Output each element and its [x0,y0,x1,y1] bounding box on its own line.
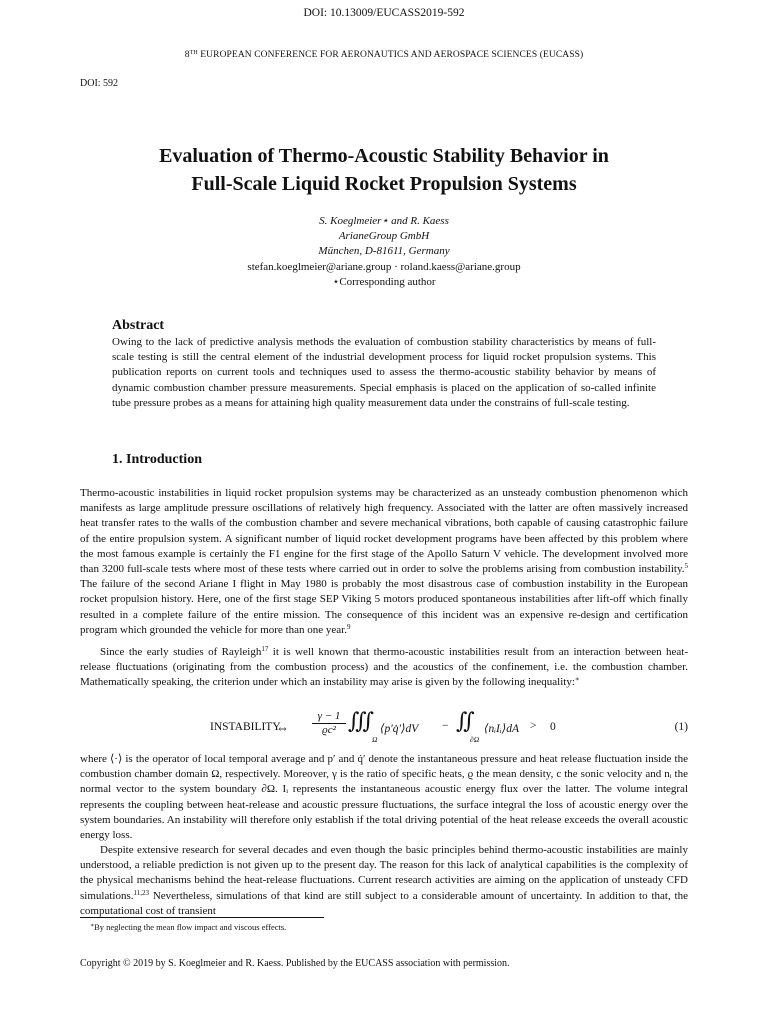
p2-text-b: it is well known that thermo-acoustic instabilities result from an interaction between heat-release fluctuations (originating from the combustion process) and the acoustics of the confinement, i.e. the combustion chamber. Mathematically speaking, the criterion under which an instability may arise is given by the following inequality: [80,646,688,689]
double-integral-domain: ∂Ω [470,735,480,744]
equation-number: (1) [674,721,688,733]
abstract-heading: Abstract [112,318,165,333]
p4-text-b: Nevertheless, simulations of that kind are still subject to a considerable amount of uncertainty. In addition to that, the computational cost of transient [80,889,688,917]
intro-paragraph-1 [80,486,688,638]
author-names: S. Koeglmeier⋆ and R. Kaess [319,215,449,227]
author-block [0,214,768,290]
title-line-2: Full-Scale Liquid Rocket Propulsion Systems [191,173,577,195]
paper-title [0,142,768,198]
equation-1 [80,708,688,748]
intro-paragraph-2 [80,645,688,691]
greater-than: > [530,720,537,732]
author-affiliation: ArianeGroup GmbH [338,230,430,243]
p2-text-a: Since the early studies of Rayleigh [100,646,262,658]
doi-number: DOI: 592 [80,78,119,89]
p4-text-a: Despite extensive research for several decades and even though the basic principles behind thermo-acoustic instabilities are mainly understood, a reliable prediction is not given up to the present day. The reason for this lack of analytical capabilities is the complexity of the physical mechanisms behind the heat-release fluctuations. Current research activities are aiming on the application of unsteady CFD simulations. [80,844,688,902]
abstract-text: Owing to the lack of predictive analysis methods the evaluation of combustion stability characteristics by means of full-scale testing is still the central element of the industrial development process for liquid rocket propulsion systems. This publication reports on current tools and techniques used to assess the thermo-acoustic stability behavior by means of dynamic combustion chamber pressure measurements. Special emphasis is placed on the application of so-called infinite tube pressure probes as a means for attaining high quality measurement data under the constrains of full-scale testing. [112,336,656,409]
footnote [90,922,286,932]
conference-name [0,50,768,60]
minus-sign: − [442,720,449,732]
intro-paragraph-3: where ⟨·⟩ is the operator of local temporal average and p′ and q̇′ denote the instantaneous pressure and heat release fluctuation inside the combustion chamber domain Ω, respectively. Moreover, γ is the ratio of specific heats, ϱ the mean density, c the sonic velocity and nᵢ the normal vector to the system boundary ∂Ω. Iᵢ represents the instantaneous acoustic energy flux over the latter. The volume integral represents the coupling between heat-release and acoustic pressure fluctuations, the surface integral the loss of acoustic energy over the system boundaries. An instability will therefore only establish if the total driving potential of the heat release exceeds the overall acoustic energy loss. [80,753,688,842]
fraction-denominator: ϱc² [322,724,336,736]
surface-integrand: ⟨nᵢIᵢ⟩dA [484,723,519,735]
citation-9[interactable]: 9 [346,622,351,631]
doi-header: DOI: 10.13009/EUCASS2019-592 [303,7,465,19]
conf-ordinal: 8 [184,50,190,60]
introduction-heading: 1. Introduction [112,452,202,467]
triple-integral: ∭ [348,708,369,733]
corresponding-author-note: ⋆Corresponding author [332,275,436,288]
triple-integral-domain: Ω [372,735,378,744]
conf-title: EUROPEAN CONFERENCE FOR AERONAUTICS AND AEROSPACE SCIENCES (EUCASS) [197,50,584,60]
footnote-text: By neglecting the mean flow impact and viscous effects. [94,922,287,932]
title-line-1: Evaluation of Thermo-Acoustic Stability Behavior in [159,145,609,167]
volume-integrand: ⟨p′q̇′⟩dV [380,723,419,735]
author-emails[interactable]: stefan.koeglmeier@ariane.group · roland.kaess@ariane.group [247,260,521,273]
citation-5[interactable]: 5 [684,562,688,571]
fraction-numerator: γ − 1 [312,710,346,724]
equation-label: INSTABILITY [210,721,281,733]
equation-fraction [312,710,346,736]
footnote-mark: ∗ [90,923,95,929]
citation-17[interactable]: 17 [261,645,269,653]
footnote-marker[interactable]: ∗ [574,675,580,684]
p1-text-b: The failure of the second Ariane I flight in May 1980 is probably the most disastrous case of combustion instability in the European rocket propulsion history. Here, one of the first stage SEP Viking 5 motors produced spontaneous instabilities after lift-off which finally resulted in a complete failure of the entire mission. The consequence of this incident was an expensive re-design and certification program which grounded the vehicle for more than one year. [80,578,688,636]
citation-11-23[interactable]: 11,23 [133,888,149,897]
double-integral: ∬ [456,708,469,733]
p1-text-a: Thermo-acoustic instabilities in liquid rocket propulsion systems may be characterized as an unsteady combustion phenomenon which manifests as large amplitude pressure oscillations of relatively high frequency. Associated with the latter are often massively increased heat transfer rates to the walls of the combustion chamber and severe mechanical vibrations, both capable of causing catastrophic failure of the entire propulsion system. A significant number of liquid rocket development programs have been affected by this problem where the most famous example is certainly the F1 engine for the first stage of the Apollo Saturn V vehicle. The development involved more than 3200 full-scale tests where most of these tests where carried out in order to solve the problems arising from combustion instability. [80,487,688,576]
zero: 0 [550,721,556,733]
author-address: München, D-81611, Germany [318,245,450,258]
intro-paragraph-4 [80,843,688,919]
footnote-rule [80,917,324,918]
conf-ordinal-suffix: TH [189,50,198,56]
copyright-notice: Copyright © 2019 by S. Koeglmeier and R. Kaess. Published by the EUCASS association with permission. [80,958,510,969]
iff-arrow: ⇔ [276,720,289,735]
